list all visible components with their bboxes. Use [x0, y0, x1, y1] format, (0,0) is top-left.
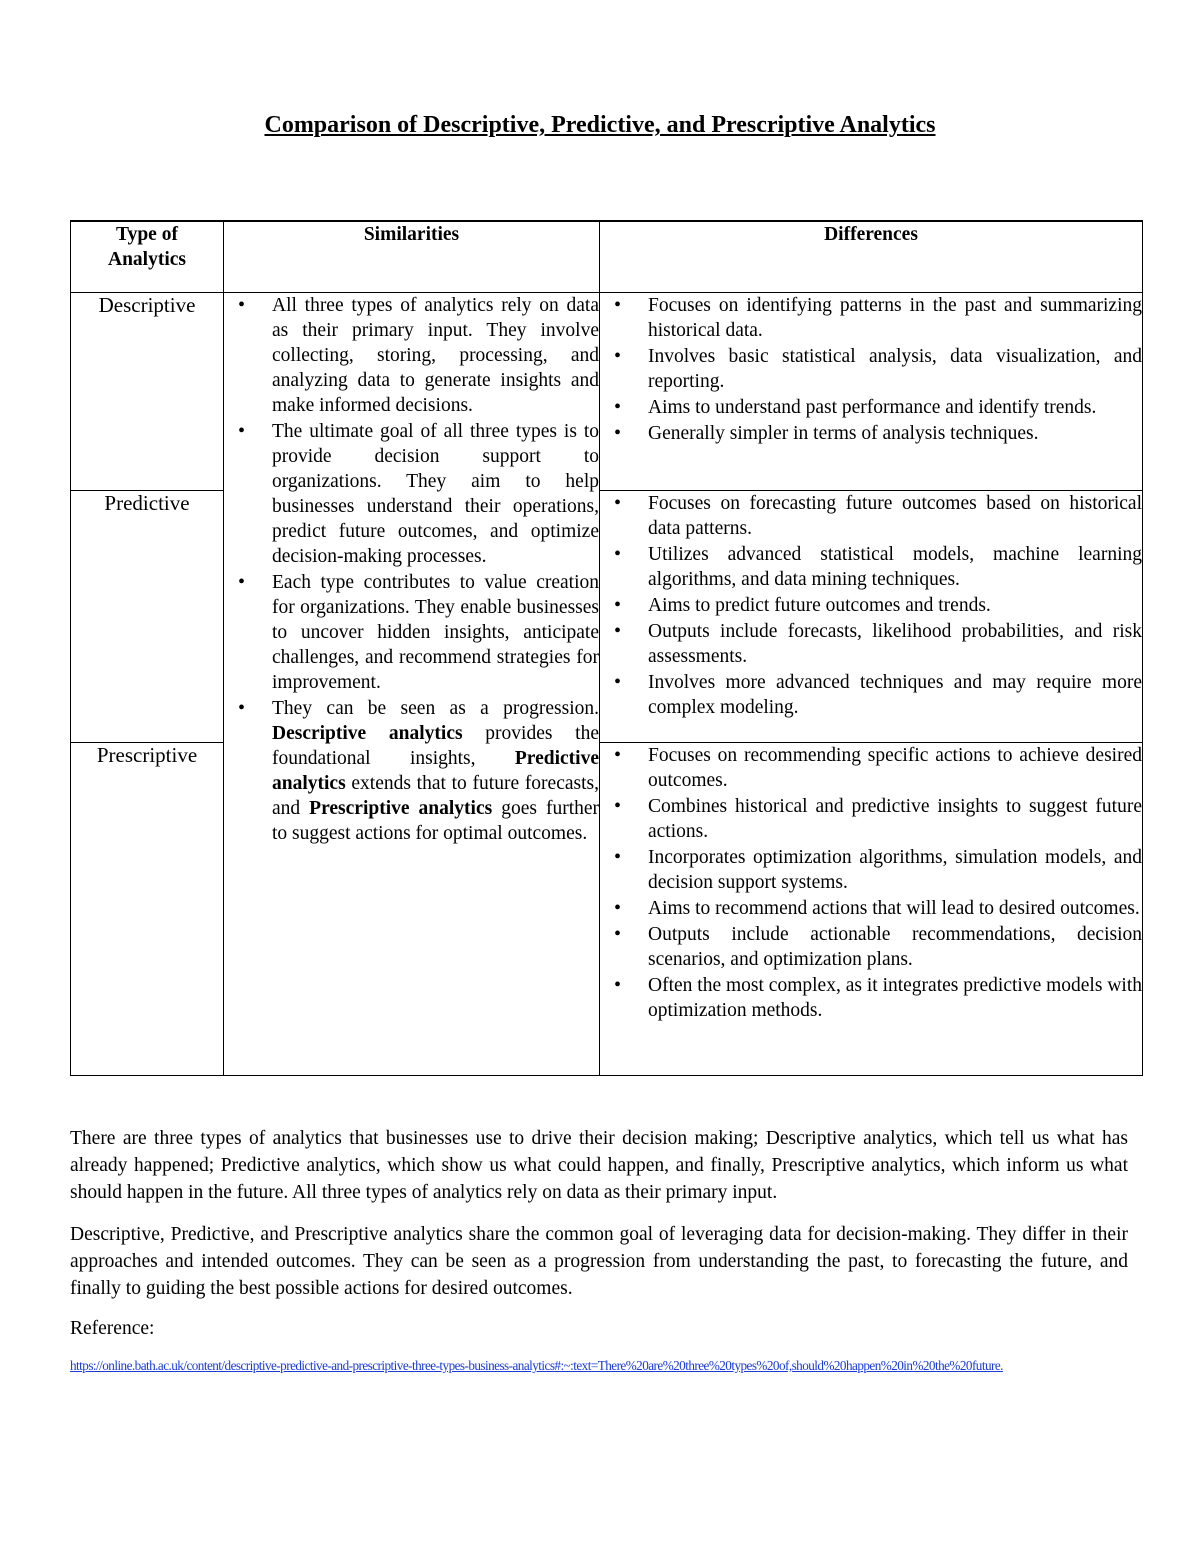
difference-item: • Outputs include actionable recommendations, decision scenarios, and optimization plans.	[600, 922, 1142, 972]
type-predictive: Predictive	[71, 490, 224, 742]
similarity-item-progression: • They can be seen as a progression. Descriptive analytics provides the foundational insights, Predictive analytics extends that to future forecasts, and Prescriptive analytics goes further to suggest actions for optimal outcomes.	[224, 696, 599, 846]
type-descriptive: Descriptive	[71, 292, 224, 490]
difference-item: • Focuses on identifying patterns in the past and summarizing historical data.	[600, 293, 1142, 343]
difference-item: • Often the most complex, as it integrates predictive models with optimization methods.	[600, 973, 1142, 1023]
reference-label: Reference:	[70, 1318, 155, 1339]
difference-item: • Outputs include forecasts, likelihood probabilities, and risk assessments.	[600, 619, 1142, 669]
difference-item: • Aims to recommend actions that will lead to desired outcomes.	[600, 896, 1142, 921]
comparison-table	[70, 220, 1143, 1076]
differences-descriptive	[600, 292, 1143, 490]
difference-item: • Focuses on forecasting future outcomes based on historical data patterns.	[600, 491, 1142, 541]
type-prescriptive: Prescriptive	[71, 742, 224, 1075]
header-differences: Differences	[600, 221, 1143, 292]
difference-item: • Incorporates optimization algorithms, simulation models, and decision support systems.	[600, 845, 1142, 895]
difference-item: • Aims to predict future outcomes and trends.	[600, 593, 1142, 618]
similarity-item: • All three types of analytics rely on data as their primary input. They involve collecting, storing, processing, and analyzing data to generate insights and make informed decisions.	[224, 293, 599, 418]
difference-item: • Utilizes advanced statistical models, machine learning algorithms, and data mining techniques.	[600, 542, 1142, 592]
similarities-cell	[224, 292, 600, 1075]
summary-paragraph: Descriptive, Predictive, and Prescriptive analytics share the common goal of leveraging data for decision-making. They differ in their approaches and intended outcomes. They can be seen as a progression from understanding the past, to forecasting the future, and finally to guiding the best possible actions for desired outcomes.	[70, 1224, 1128, 1299]
document-title: Comparison of Descriptive, Predictive, and Prescriptive Analytics	[264, 112, 936, 138]
table-header-row	[71, 221, 1143, 292]
similarity-item: • Each type contributes to value creation for organizations. They enable businesses to uncover hidden insights, anticipate challenges, and recommend strategies for improvement.	[224, 570, 599, 695]
reference-link[interactable]: https://online.bath.ac.uk/content/descriptive-predictive-and-prescriptive-three-types-business-analytics#:~:text=There%20are%20three%20types%20of,should%20happen%20in%20the%20future.	[70, 1358, 1003, 1373]
similarity-item: • The ultimate goal of all three types is to provide decision support to organizations. They aim to help businesses understand their operations, predict future outcomes, and optimize decision-making processes.	[224, 419, 599, 569]
difference-item: • Aims to understand past performance and identify trends.	[600, 395, 1142, 420]
table-row	[71, 292, 1143, 490]
header-type: Type of Analytics	[71, 221, 224, 292]
difference-item: • Generally simpler in terms of analysis techniques.	[600, 421, 1142, 446]
similarities-list	[224, 293, 599, 846]
header-similarities: Similarities	[224, 221, 600, 292]
difference-item: • Combines historical and predictive insights to suggest future actions.	[600, 794, 1142, 844]
differences-predictive	[600, 490, 1143, 742]
difference-item: • Focuses on recommending specific actions to achieve desired outcomes.	[600, 743, 1142, 793]
difference-item: • Involves more advanced techniques and may require more complex modeling.	[600, 670, 1142, 720]
intro-paragraph: There are three types of analytics that businesses use to drive their decision making; Descriptive analytics, which tell us what has already happened; Predictive analytics, which show us what could happen, and finally, Prescriptive analytics, which inform us what should happen in the future. All three types of analytics rely on data as their primary input.	[70, 1128, 1128, 1203]
difference-item: • Involves basic statistical analysis, data visualization, and reporting.	[600, 344, 1142, 394]
differences-prescriptive	[600, 742, 1143, 1075]
